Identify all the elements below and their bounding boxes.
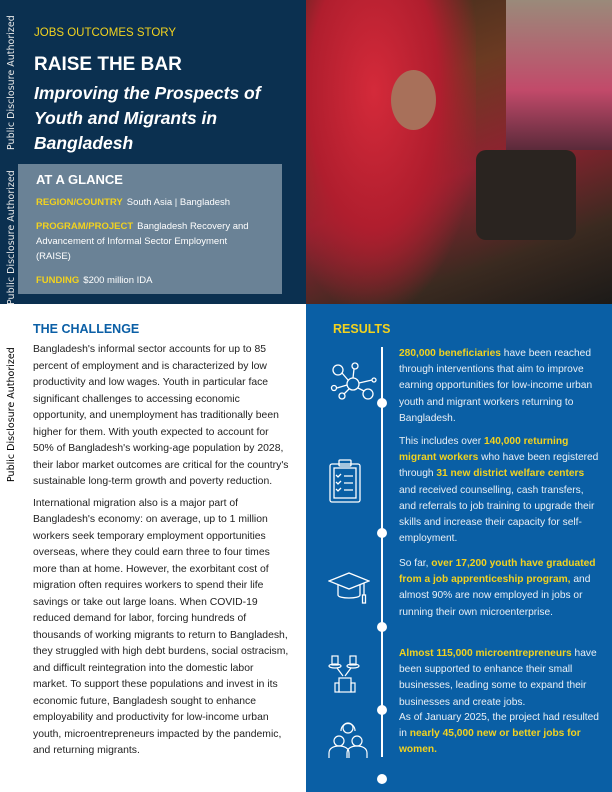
challenge-section bbox=[33, 322, 289, 765]
result-item bbox=[399, 556, 599, 621]
result-text: have been reached through interventions that aim to improve earning opportunities for low-income urban youth and migrant workers returning to Bangladesh. bbox=[399, 348, 593, 424]
region-label: REGION/COUNTRY bbox=[36, 197, 123, 208]
result-item bbox=[399, 646, 599, 711]
results-section bbox=[306, 304, 612, 792]
page-subtitle: Improving the Prospects of Youth and Migrants in Bangladesh bbox=[34, 83, 261, 153]
timeline-line bbox=[381, 347, 383, 757]
photo-face bbox=[391, 70, 436, 130]
result-text: So far, bbox=[399, 558, 432, 569]
region-row bbox=[36, 195, 264, 210]
result-item bbox=[399, 346, 599, 427]
kicker: JOBS OUTCOMES STORY bbox=[34, 27, 177, 39]
funding-value: $200 million IDA bbox=[83, 275, 153, 286]
result-text: have been supported to enhance their small businesses, leading some to expand their businesses and create jobs. bbox=[399, 648, 597, 708]
result-text: This includes over bbox=[399, 436, 484, 447]
buildings-icon bbox=[328, 654, 364, 694]
result-highlight: Almost 115,000 microentrepreneurs bbox=[399, 648, 572, 659]
clipboard-checklist-icon bbox=[328, 459, 362, 503]
result-highlight: 140,000 returning migrant workers bbox=[399, 436, 569, 464]
at-a-glance-box bbox=[18, 164, 282, 294]
disclosure-label: Public Disclosure Authorized bbox=[6, 15, 17, 150]
result-item bbox=[399, 434, 599, 547]
program-value: Bangladesh Recovery and Advancement of Informal Sector Employment (RAISE) bbox=[36, 221, 249, 262]
timeline-dot bbox=[377, 528, 387, 538]
page-title: RAISE THE BAR bbox=[34, 54, 182, 75]
result-item bbox=[399, 710, 599, 759]
timeline-dot bbox=[377, 622, 387, 632]
cover-photo bbox=[306, 0, 612, 304]
network-people-icon bbox=[328, 362, 378, 402]
result-text: As of January 2025, the project had resulted in bbox=[399, 712, 599, 740]
photo-sewing-machine bbox=[476, 150, 576, 240]
program-label: PROGRAM/PROJECT bbox=[36, 221, 134, 232]
photo-person bbox=[306, 0, 476, 304]
result-highlight: 31 new district welfare centers bbox=[436, 468, 585, 480]
header-panel bbox=[0, 0, 306, 304]
photo-fabric bbox=[506, 0, 612, 150]
results-heading: RESULTS bbox=[333, 322, 391, 336]
program-row bbox=[36, 219, 264, 264]
timeline-dot bbox=[377, 774, 387, 784]
challenge-paragraph: Bangladesh's informal sector accounts for up to 85 percent of employment and is characterized by low productivity and low wages. Youth in particular face significant challenges to accessing economic opportunity, and unemployment has traditionally been higher for them. With youth expected to account for 50% of Bangladesh's working-age population by 2028, their labor market outcomes are critical for the country's sustainable long-term growth and poverty reduction. bbox=[33, 344, 289, 487]
disclosure-label: Public Disclosure Authorized bbox=[6, 170, 17, 305]
timeline-dot bbox=[377, 398, 387, 408]
challenge-paragraph: International migration also is a major part of Bangladesh's economy: on average, up to 1 million workers seek temporary employment opportunities overseas, where they could earn three to four times more than at home. However, the exorbitant cost of migration often requires workers to spend their life savings or take out large loans. When COVID-19 reduced demand for labor, forcing hundreds of thousands of working migrants to return to Bangladesh, they struggled with high debt burdens, social ostracism, and difficult reintegration into the domestic labor market. To support these populations and invest in its economic future, Bangladesh sought to enhance employability and productivity for low-income urban youth, microentrepreneurs impacted by the pandemic, and returning migrants. bbox=[33, 497, 289, 756]
timeline-dot bbox=[377, 705, 387, 715]
region-value: South Asia | Bangladesh bbox=[126, 197, 231, 208]
result-text: and almost 90% are now employed in jobs or running their own microenterprise. bbox=[399, 574, 591, 618]
glance-heading: AT A GLANCE bbox=[36, 172, 123, 187]
result-highlight: 280,000 beneficiaries bbox=[399, 348, 501, 359]
result-text: who have been registered through bbox=[399, 452, 599, 480]
graduation-cap-icon bbox=[328, 572, 370, 608]
funding-label: FUNDING bbox=[36, 275, 80, 286]
women-group-icon bbox=[328, 719, 368, 759]
result-text: and received counselling, cash transfers, and referrals to job training to upgrade their skills and increase their capacity for self-employment. bbox=[399, 484, 595, 545]
disclosure-label: Public Disclosure Authorized bbox=[6, 347, 17, 482]
result-highlight: over 17,200 youth have graduated from a job apprenticeship program, bbox=[399, 558, 596, 586]
funding-row bbox=[36, 273, 264, 288]
result-highlight: nearly 45,000 new or better jobs for women. bbox=[399, 728, 581, 756]
challenge-heading: THE CHALLENGE bbox=[33, 322, 140, 336]
